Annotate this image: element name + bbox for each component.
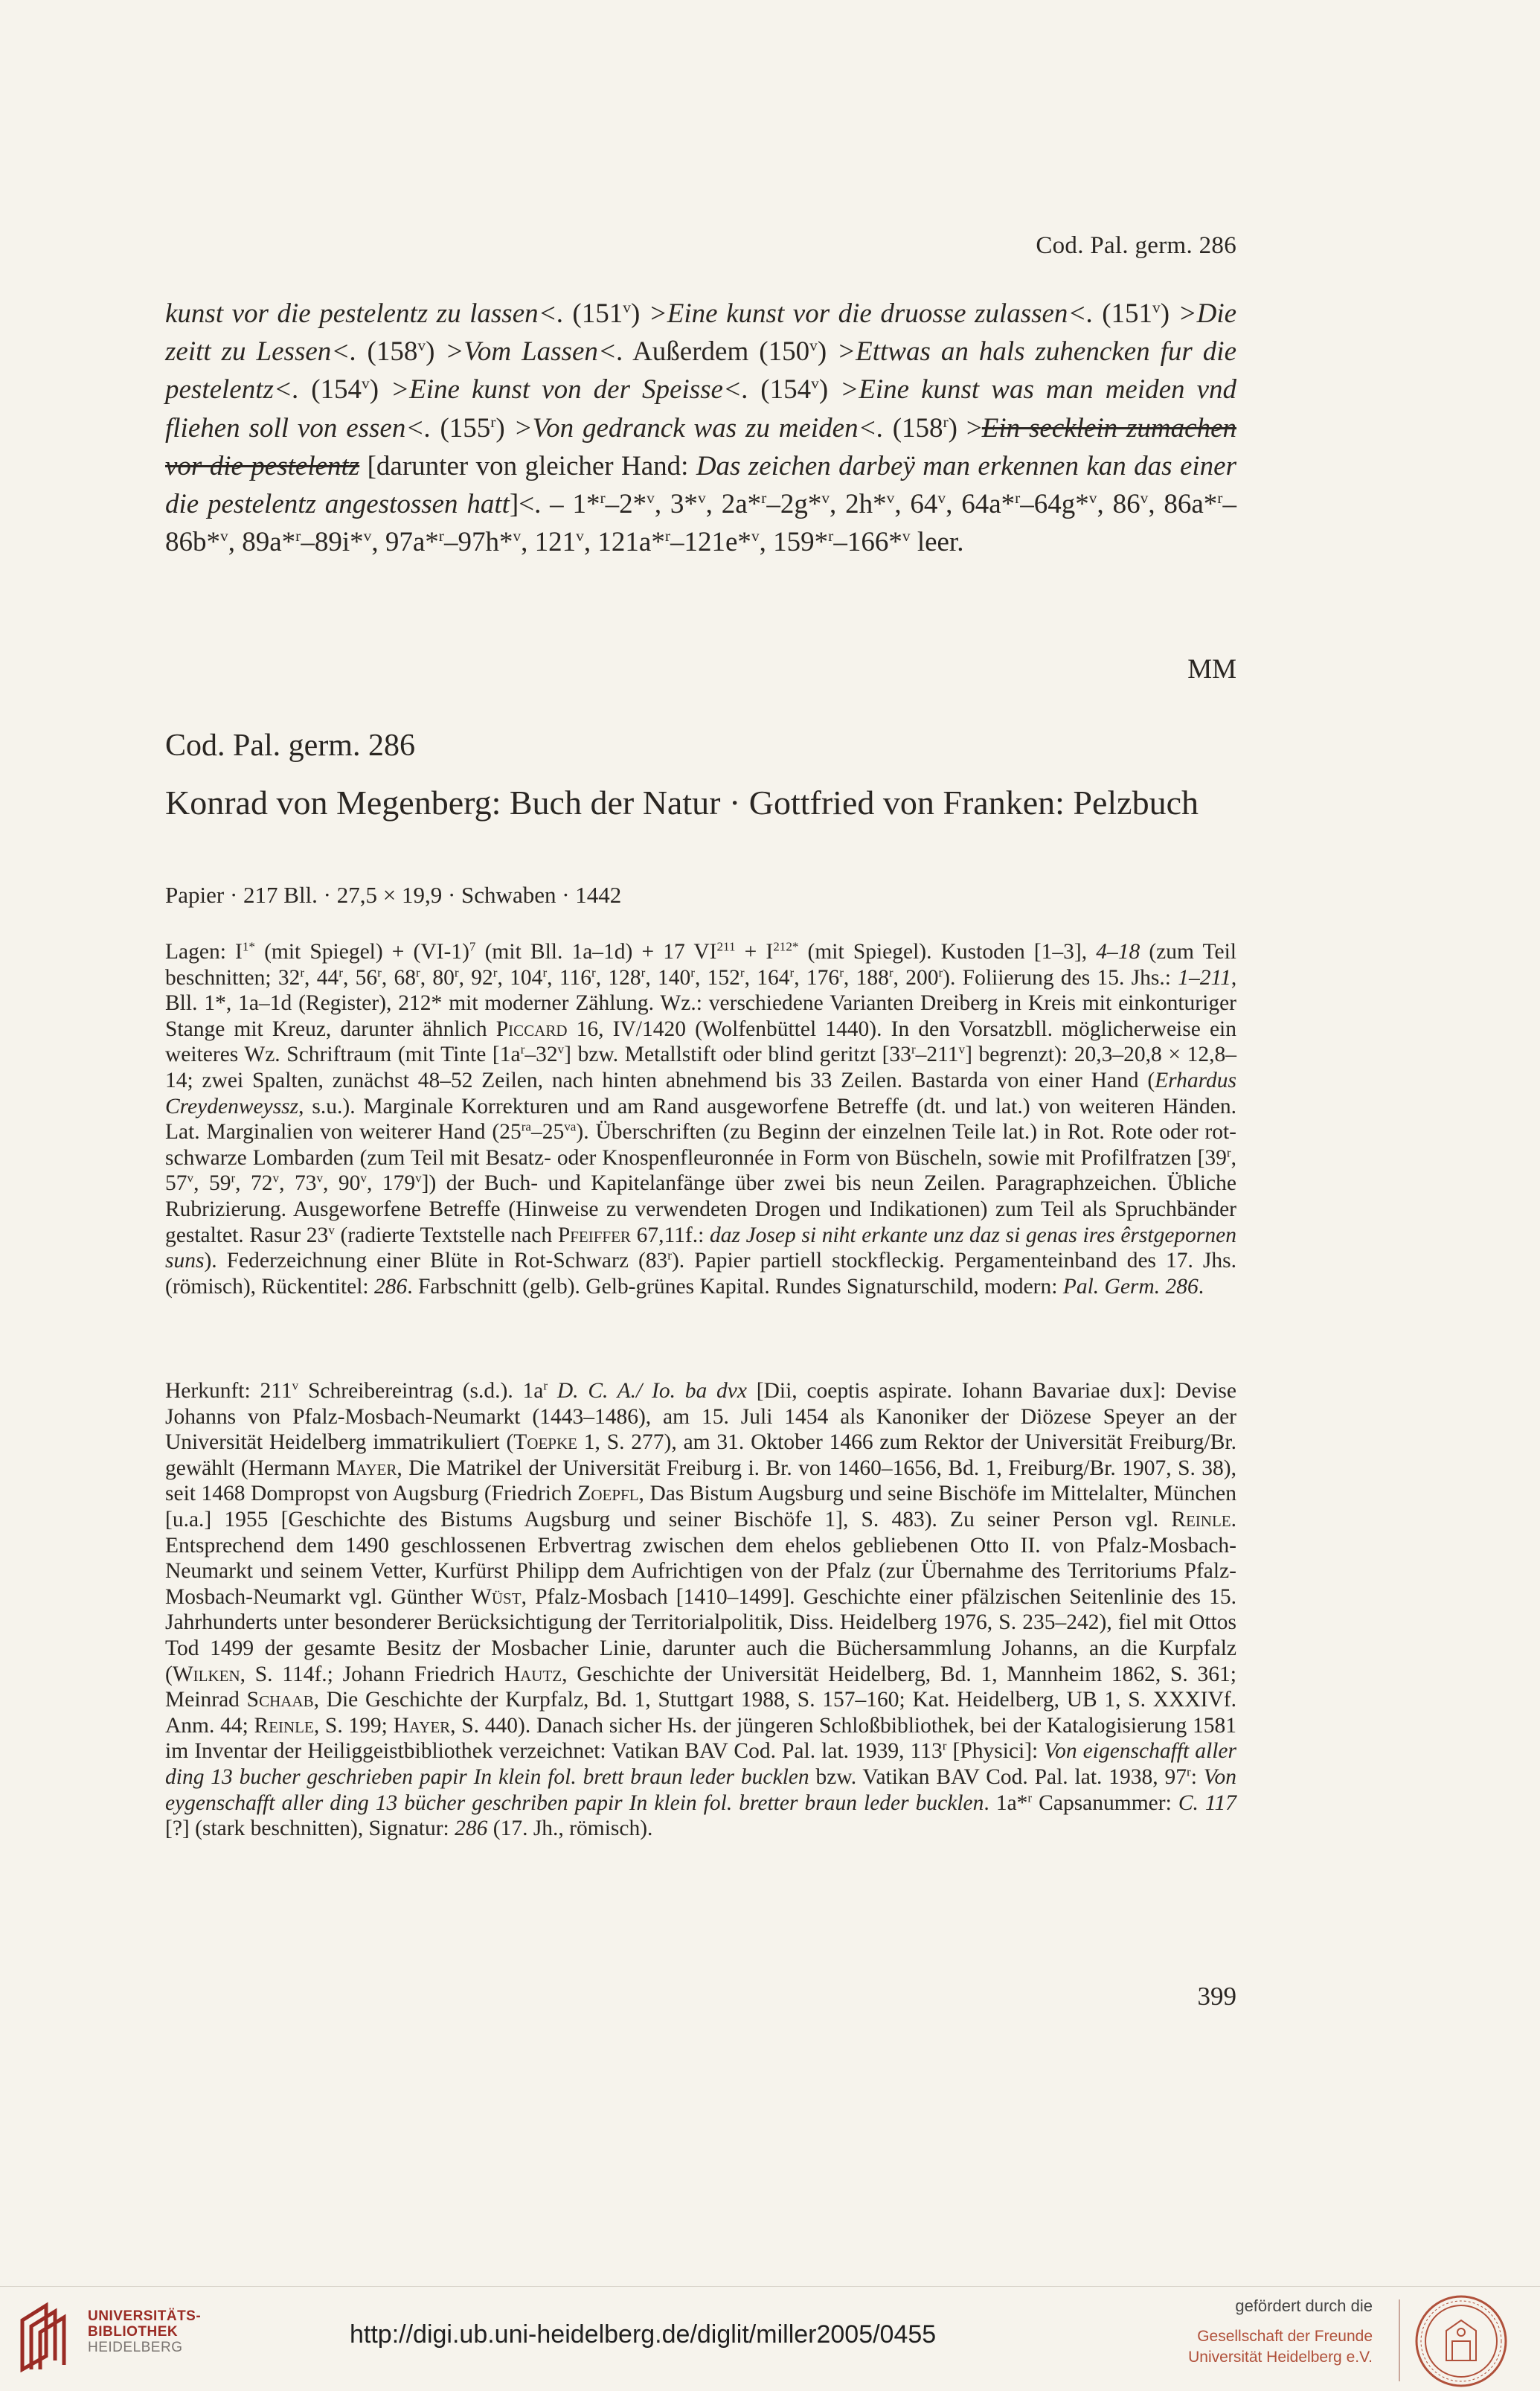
content-description-paragraph: kunst vor die pestelentz zu lassen<. (151$^v$) >Eine kunst vor die druosse zulassen<. (151$^v$) >Die zeitt zu Lessen<. (158$^v$) >Vom Lassen<. Außerdem (150$^v$) >Ettwas an hals zuhencken fur die pestelentz<. (154$^v$) >Eine kunst von der Speisse<. (154$^v$) >Eine kunst was man meiden vnd fliehen soll von essen<. (155$^r$) >Von gedranck was zu meiden<. (158$^r$) >Ein secklein zumachen vor die pestelentz [darunter von gleicher Hand: Das zeichen darbeÿ man erkennen kan das einer die pestelentz angestossen hatt]<. – 1*$^r$–2*$^v$, 3*$^v$, 2a*$^r$–2g*$^v$, 2h*$^v$, 64$^v$, 64a*$^r$–64g*$^v$, 86$^v$, 86a*$^r$–86b*$^v$, 89a*$^r$–89i*$^v$, 97a*$^r$–97h*$^v$, 121$^v$, 121a*$^r$–121e*$^v$, 159*$^r$–166*$^v$ leer.: [165, 298, 1237, 558]
library-logo-icon: [16, 2298, 77, 2372]
footer-divider: [0, 2286, 1540, 2287]
entry-title: Konrad von Megenberg: Buch der Natur · Gottfried von Franken: Pelzbuch: [165, 784, 1199, 822]
sponsor-label: gefördert durch die: [1235, 2296, 1373, 2315]
entry-physical-summary: Papier · 217 Bll. · 27,5 × 19,9 · Schwaben · 1442: [165, 882, 622, 908]
sponsor-name[interactable]: Gesellschaft der Freunde Universität Heidelberg e.V.: [1188, 2328, 1373, 2366]
university-library-logo[interactable]: [16, 2292, 240, 2381]
author-initials: MM: [1187, 654, 1236, 685]
digital-object-url[interactable]: http://digi.ub.uni-heidelberg.de/diglit/miller2005/0455: [350, 2320, 937, 2349]
running-head: Cod. Pal. germ. 286: [1036, 232, 1236, 259]
entry-signature: Cod. Pal. germ. 286: [165, 729, 415, 763]
struck-through-rubric: Ein secklein zumachen vor die pestelentz: [165, 412, 1236, 481]
sponsor-divider: [1399, 2299, 1400, 2381]
university-seal-icon: [1414, 2294, 1509, 2389]
codicological-description: Lagen: $I^{1*}$ (mit Spiegel) + $(VI-1)^7$ (mit Bll. 1a–1d) + 17 $VI^{211} + I^{212*}$ (mit Spiegel). Kustoden [1–3], 4–18 (zum Teil beschnitten; 32$^r$, 44$^r$, 56$^r$, 68$^r$, 80$^r$, 92$^r$, 104$^r$, 116$^r$, 128$^r$, 140$^r$, 152$^r$, 164$^r$, 176$^r$, 188$^r$, 200$^r$). Foliierung des 15. Jhs.: 1–211, Bll. 1*, 1a–1d (Register), 212* mit moderner Zählung. Wz.: verschiedene Varianten Dreiberg in Kreis mit einkonturiger Stange mit Kreuz, darunter ähnlich Piccard 16, IV/1420 (Wolfenbüttel 1440). In den Vorsatzbll. möglicherweise ein weiteres Wz. Schriftraum (mit Tinte $[1a^r-32^v]$ bzw. Metallstift oder blind geritzt [33$^r$–211$^v$] begrenzt): 20,3–20,8 × 12,8–14; zwei Spalten, zunächst 48–52 Zeilen, nach hinten abnehmend bis 33 Zeilen. Bastarda von einer Hand (Erhardus Creydenweyssz, s.u.). Marginale Korrekturen und am Rand ausgeworfene Betreffe (dt. und lat.) von weiteren Händen. Lat. Marginalien von weiterer Hand $(25^{ra}-25^{va})$. Überschriften (zu Beginn der einzelnen Teile lat.) in Rot. Rote oder rot-schwarze Lombarden (zum Teil mit Besatz- oder Knospenfleuronnée in Form von Büscheln, sowie mit Profilfratzen [39$^r$, 57$^v$, 59$^r$, 72$^v$, 73$^v$, 90$^v$, 179$^v$]) der Buch- und Kapitelanfänge über zwei bis neun Zeilen. Paragraphzeichen. Übliche Rubrizierung. Ausgeworfene Betreffe (Hinweise zu verwendeten Drogen und Indikationen) zum Teil als Spruchbänder gestaltet. Rasur 23$^v$ (radierte Textstelle nach Pfeiffer 67,11f.: daz Josep si niht erkante unz daz si genas ires êrstgepornen suns). Federzeichnung einer Blüte in Rot-Schwarz (83$^r$). Papier partiell stockfleckig. Pergamenteinband des 17. Jhs. (römisch), Rückentitel: 286. Farbschnitt (gelb). Gelb-grünes Kapital. Rundes Signaturschild, modern: Pal. Germ. 286.: [165, 939, 1237, 1299]
provenance-description: Herkunft: 211$^v$ Schreibereintrag (s.d.). $1a^r$ D. C. A./ Io. ba dvx [Dii, coeptis aspirate. Iohann Bavariae dux]: Devise Johanns von Pfalz-Mosbach-Neumarkt (1443–1486), am 15. Juli 1454 als Kanoniker der Diözese Speyer an der Universität Heidelberg immatrikuliert (Toepke 1, S. 277), am 31. Oktober 1466 zum Rektor der Universität Freiburg/Br. gewählt (Hermann Mayer, Die Matrikel der Universität Freiburg i. Br. von 1460–1656, Bd. 1, Freiburg/Br. 1907, S. 38), seit 1468 Dompropst von Augsburg (Friedrich Zoepfl, Das Bistum Augsburg und seine Bischöfe im Mittelalter, München [u.a.] 1955 [Geschichte des Bistums Augsburg und seiner Bischöfe 1], S. 483). Zu seiner Person vgl. Reinle. Entsprechend dem 1490 geschlossenen Erbvertrag zwischen dem ehelos gebliebenen Otto II. von Pfalz-Mosbach-Neumarkt und seinem Vetter, Kurfürst Philipp dem Aufrichtigen von der Pfalz (zur Übernahme des Territoriums Pfalz-Mosbach-Neumarkt vgl. Günther Wüst, Pfalz-Mosbach [1410–1499]. Geschichte einer pfälzischen Seitenlinie des 15. Jahrhunderts unter besonderer Berücksichtigung der Territorialpolitik, Diss. Heidelberg 1976, S. 235–242), fiel mit Ottos Tod 1499 der gesamte Besitz der Mosbacher Linie, darunter auch die Büchersammlung Johanns, an die Kurpfalz (Wilken, S. 114f.; Johann Friedrich Hautz, Geschichte der Universität Heidelberg, Bd. 1, Mannheim 1862, S. 361; Meinrad Schaab, Die Geschichte der Kurpfalz, Bd. 1, Stuttgart 1988, S. 157–160; Kat. Heidelberg, UB 1, S. XXXIVf. Anm. 44; Reinle, S. 199; Hayer, S. 440). Danach sicher Hs. der jüngeren Schloßbibliothek, bei der Katalogisierung 1581 im Inventar der Heiliggeistbibliothek verzeichnet: Vatikan BAV Cod. Pal. lat. 1939, 113$^r$ [Physici]: Von eigenschafft aller ding 13 bucher geschrieben papir In klein fol. brett braun leder bucklen bzw. Vatikan BAV Cod. Pal. lat. 1938, 97$^r$: Von eygenschafft aller ding 13 bücher geschriben papir In klein fol. bretter braun leder bucklen. 1a*$^r$ Capsanummer: C. 117 [?] (stark beschnitten), Signatur: 286 (17. Jh., römisch).: [165, 1378, 1237, 1841]
page-number: 399: [1197, 1982, 1236, 2011]
library-name: UNIVERSITÄTS- BIBLIOTHEK HEIDELBERG: [88, 2308, 202, 2355]
